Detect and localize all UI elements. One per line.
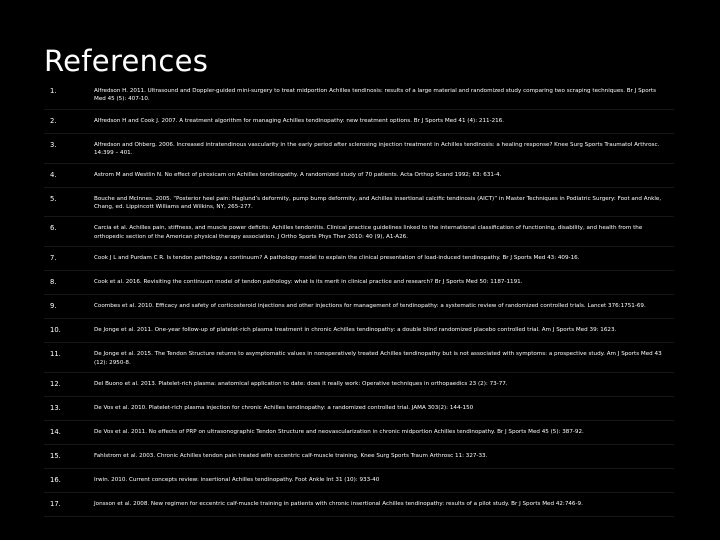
reference-row [44,109,674,133]
reference-text: Carcia et al. Achilles pain, stiffness, and muscle power deficits: Achilles tendonitis. Clinical practice guidelines linked to the international classification of functioning, disability, and health from the orthopedic section of the American physical therapy association. J Ortho Sports Phys Ther 2010: 40 (9), A1-A26. [94,225,643,240]
reference-number: 11. [50,350,61,359]
reference-text: Astrom M and Westlin N. No effect of piroxicam on Achilles tendinopathy. A randomized study of 70 patients. Acta Orthop Scand 1992; 63: 631-4. [94,171,502,178]
reference-text: Alfredson and Ohberg. 2006. Increased intratendinous vascularity in the early period after sclerosing injection treatment in Achilles tendinosis: a healing response? Knee Surg Sports Traumatol Arthrosc. 14:399 – 401. [94,141,660,157]
reference-number: 9. [50,302,57,311]
page-title: References [44,44,209,78]
reference-row [44,397,674,421]
reference-row [44,163,674,187]
reference-text: Del Buono et al. 2013. Platelet-rich plasma: anatomical application to date: does it really work: Operative techniques in orthopaedics 23 (2): 73-77. [94,381,508,388]
reference-number: 2. [50,116,57,125]
references-table [44,80,674,517]
reference-row [44,80,674,109]
reference-number: 12. [50,380,61,389]
reference-text: Alfredson H. 2011. Ultrasound and Doppler-guided mini-surgery to treat midportion Achilles tendinosis: results of a large material and randomized study comparing two scraping techniques. Br J Sports Med 45 (5): 407-10. [94,88,657,103]
reference-text: Fahlstrom et al. 2003. Chronic Achilles tendon pain treated with eccentric calf-muscle training. Knee Surg Sports Traum Arthrosc 11: 327-33. [94,453,488,460]
references-list [44,80,674,517]
reference-text: De Jonge et al. 2011. One-year follow-up of platelet-rich plasma treatment in chronic Achilles tendinopathy: a double blind randomized placebo controlled trial. Am J Sports Med 39: 1623. [94,327,617,334]
reference-text: Bouche and McInnes. 2005. “Posterior heel pain: Haglund’s deformity, pump bump deformity, and Achilles insertional calcific tendinosis (AICT)” in Master Techniques in Podiatric Surgery: Foot and Ankle, Chang, ed. Lippincott Williams and Wilkins, NY, 265-277. [94,195,662,211]
reference-text: De Vos et al. 2011. No effects of PRP on ultrasonographic Tendon Structure and neovascularization in chronic midportion Achilles tendinopathy. Br J Sports Med 45 (5): 387-92. [94,429,584,436]
reference-row [44,373,674,397]
reference-row [44,445,674,469]
reference-number: 14. [50,428,61,437]
reference-text: De Vos et al. 2010. Platelet-rich plasma injection for chronic Achilles tendinopathy: a randomized controlled trial. JAMA 303(2): 144-150 [94,405,474,412]
reference-text: Alfredson H and Cook J. 2007. A treatment algorithm for managing Achilles tendinopathy: new treatment options. Br J Sports Med 41 (4): 211-216. [94,117,505,124]
reference-row [44,217,674,247]
reference-row [44,271,674,295]
reference-row [44,343,674,373]
reference-number: 17. [50,500,61,509]
reference-number: 7. [50,254,57,263]
reference-text: De Jonge et al. 2015. The Tendon Structure returns to asymptomatic values in nonoperatively treated Achilles tendinopathy but is not associated with symptoms: a prospective study. Am J Sports Med 43 (12): 2950-8. [94,351,662,366]
reference-text: Cook J L and Purdam C R. Is tendon pathology a continuum? A pathology model to explain the clinical presentation of load-induced tendinopathy. Br J Sports Med 43: 409-16. [94,255,580,262]
reference-number: 5. [50,194,57,203]
reference-text: Jonsson et al. 2008. New regimen for eccentric calf-muscle training in patients with chronic insertional Achilles tendinopathy: results of a pilot study. Br J Sports Med 42:746-9. [94,501,583,508]
reference-row [44,133,674,163]
reference-text: Coombes et al. 2010. Efficacy and safety of corticosteroid injections and other injections for management of tendinopathy: a systematic review of randomized controlled trials. Lancet 376:1751-69. [94,303,646,310]
reference-row [44,295,674,319]
reference-number: 4. [50,170,57,179]
reference-row [44,493,674,517]
reference-row [44,319,674,343]
reference-text: Irwin. 2010. Current concepts review: insertional Achilles tendinopathy. Foot Ankle Int 31 (10): 933-40 [94,477,380,484]
reference-number: 15. [50,452,61,461]
reference-number: 6. [50,224,57,233]
reference-number: 16. [50,476,61,485]
reference-number: 10. [50,326,61,335]
reference-number: 8. [50,278,57,287]
reference-text: Cook et al. 2016. Revisiting the continuum model of tendon pathology: what is its merit in clinical practice and research? Br J Sports Med 50: 1187-1191. [94,279,523,286]
reference-row [44,421,674,445]
reference-row [44,469,674,493]
reference-row [44,247,674,271]
reference-number: 3. [50,140,57,149]
reference-number: 13. [50,404,61,413]
reference-number: 1. [50,87,57,95]
reference-row [44,187,674,217]
